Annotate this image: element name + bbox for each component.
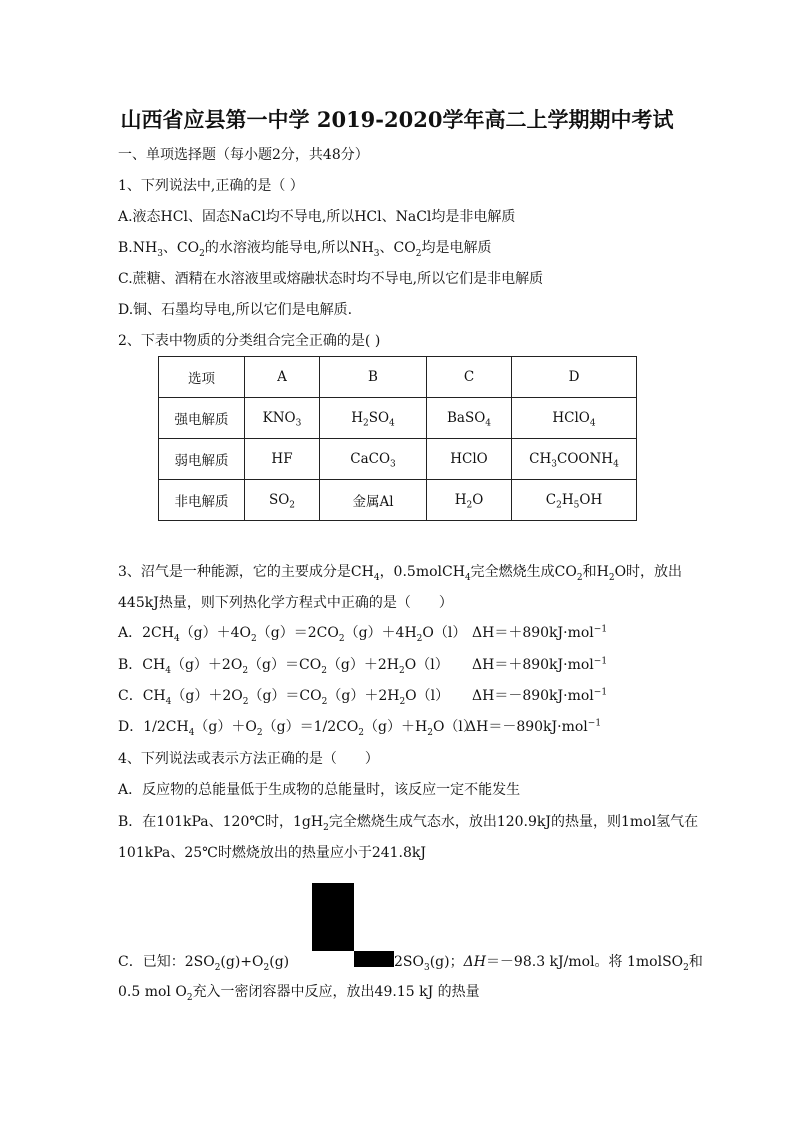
table-header-cell: A (245, 357, 320, 398)
table-header-cell: B (320, 357, 427, 398)
q4-option-b-continued: 101kPa、25℃时燃烧放出的热量应小于241.8kJ (118, 845, 426, 861)
q1-option-b: $B.NH_3$、$CO_2$的水溶液均能导电,所以$NH_3$、$CO_2$均是电解质 (118, 240, 492, 259)
table-cell: HClO (427, 439, 512, 480)
q3-option-c-enthalpy: ΔH＝－890kJ·mol$^{-1}$ (472, 687, 608, 704)
table-header-cell: D (512, 357, 637, 398)
q4-option-c-part2: $2SO_3(g)$；ΔH＝－98.3 kJ/mol。将 1molSO$_2$和 (394, 954, 703, 973)
q3-stem: 3、沼气是一种能源，它的主要成分是$CH_4$，0.5molCH$_4$完全燃烧生成$CO_2$和$H_2O$时，放出 (118, 564, 683, 583)
table-row (159, 480, 637, 521)
q2-stem: 2、下表中物质的分类组合完全正确的是( ) (118, 333, 381, 349)
table-cell: CaCO$_3$ (320, 439, 427, 480)
table-cell: HClO$_4$ (512, 398, 637, 439)
section-heading: 一、单项选择题（每小题2分，共48分） (118, 147, 369, 163)
q4-option-a: A．反应物的总能量低于生成物的总能量时，该反应一定不能发生 (118, 782, 521, 798)
q3-option-b: B．$CH_4(g)+2O_2(g)=CO_2(g)+2H_2O(l)$ (118, 657, 449, 676)
table-header-cell: 选项 (159, 357, 245, 398)
q4-option-c-part1: C．已知：$2SO_2(g)+O_2(g)$ (118, 954, 290, 973)
q3-option-d-enthalpy: ΔH＝－890kJ·mol$^{-1}$ (466, 718, 602, 735)
q4-stem: 4、下列说法或表示方法正确的是（ ） (118, 751, 379, 767)
q3-option-b-enthalpy: ΔH＝＋890kJ·mol$^{-1}$ (472, 656, 608, 673)
q4-option-b: B．在101kPa、120℃时，$1gH_2$完全燃烧生成气态水，放出120.9kJ的热量，则1mol氢气在 (118, 814, 699, 833)
table-cell: BaSO$_4$ (427, 398, 512, 439)
table-cell: $H_2O$ (427, 480, 512, 521)
classification-table (158, 356, 637, 521)
table-row (159, 357, 637, 398)
table-cell: $C_2H_5OH$ (512, 480, 637, 521)
q4-option-c-continued: 0.5 mol $O_2$充入一密闭容器中反应，放出49.15 kJ 的热量 (118, 984, 480, 1003)
q3-stem-continued: 445kJ热量，则下列热化学方程式中正确的是（ ） (118, 595, 453, 611)
table-row (159, 439, 637, 480)
table-cell: 金属Al (320, 480, 427, 521)
page-title: 山西省应县第一中学 2019-2020学年高二上学期期中考试 (120, 107, 674, 132)
table-cell: 非电解质 (159, 480, 245, 521)
reversible-arrow-image (312, 883, 354, 951)
q1-stem: 1、下列说法中,正确的是（ ） (118, 178, 304, 194)
q3-option-d: D．$1/2CH_4(g)+O_2(g)=1/2CO_2(g)+H_2O(l)$ (118, 719, 477, 738)
q1-option-d: D.铜、石墨均导电,所以它们是电解质. (118, 302, 353, 318)
table-cell: $H_2SO_4$ (320, 398, 427, 439)
table-cell: 强电解质 (159, 398, 245, 439)
table-cell: $KNO_3$ (245, 398, 320, 439)
q3-option-a: A．$2CH_4(g)+4O_2(g)=2CO_2(g)+4H_2O(l)$ (118, 625, 467, 644)
table-cell: $CH_3COONH_4$ (512, 439, 637, 480)
table-cell: HF (245, 439, 320, 480)
reversible-arrow-image-lower (354, 951, 394, 967)
table-header-cell: C (427, 357, 512, 398)
q1-option-c: C.蔗糖、酒精在水溶液里或熔融状态时均不导电,所以它们是非电解质 (118, 271, 544, 287)
table-cell: $SO_2$ (245, 480, 320, 521)
q3-option-c: C．$CH_4(g)+2O_2(g)=CO_2(g)+2H_2O(l)$ (118, 688, 450, 707)
q3-option-a-enthalpy: ΔH＝＋890kJ·mol$^{-1}$ (472, 624, 608, 641)
q1-option-a: A.液态HCl、固态NaCl均不导电,所以HCl、NaCl均是非电解质 (118, 209, 516, 225)
table-row (159, 398, 637, 439)
table-cell: 弱电解质 (159, 439, 245, 480)
